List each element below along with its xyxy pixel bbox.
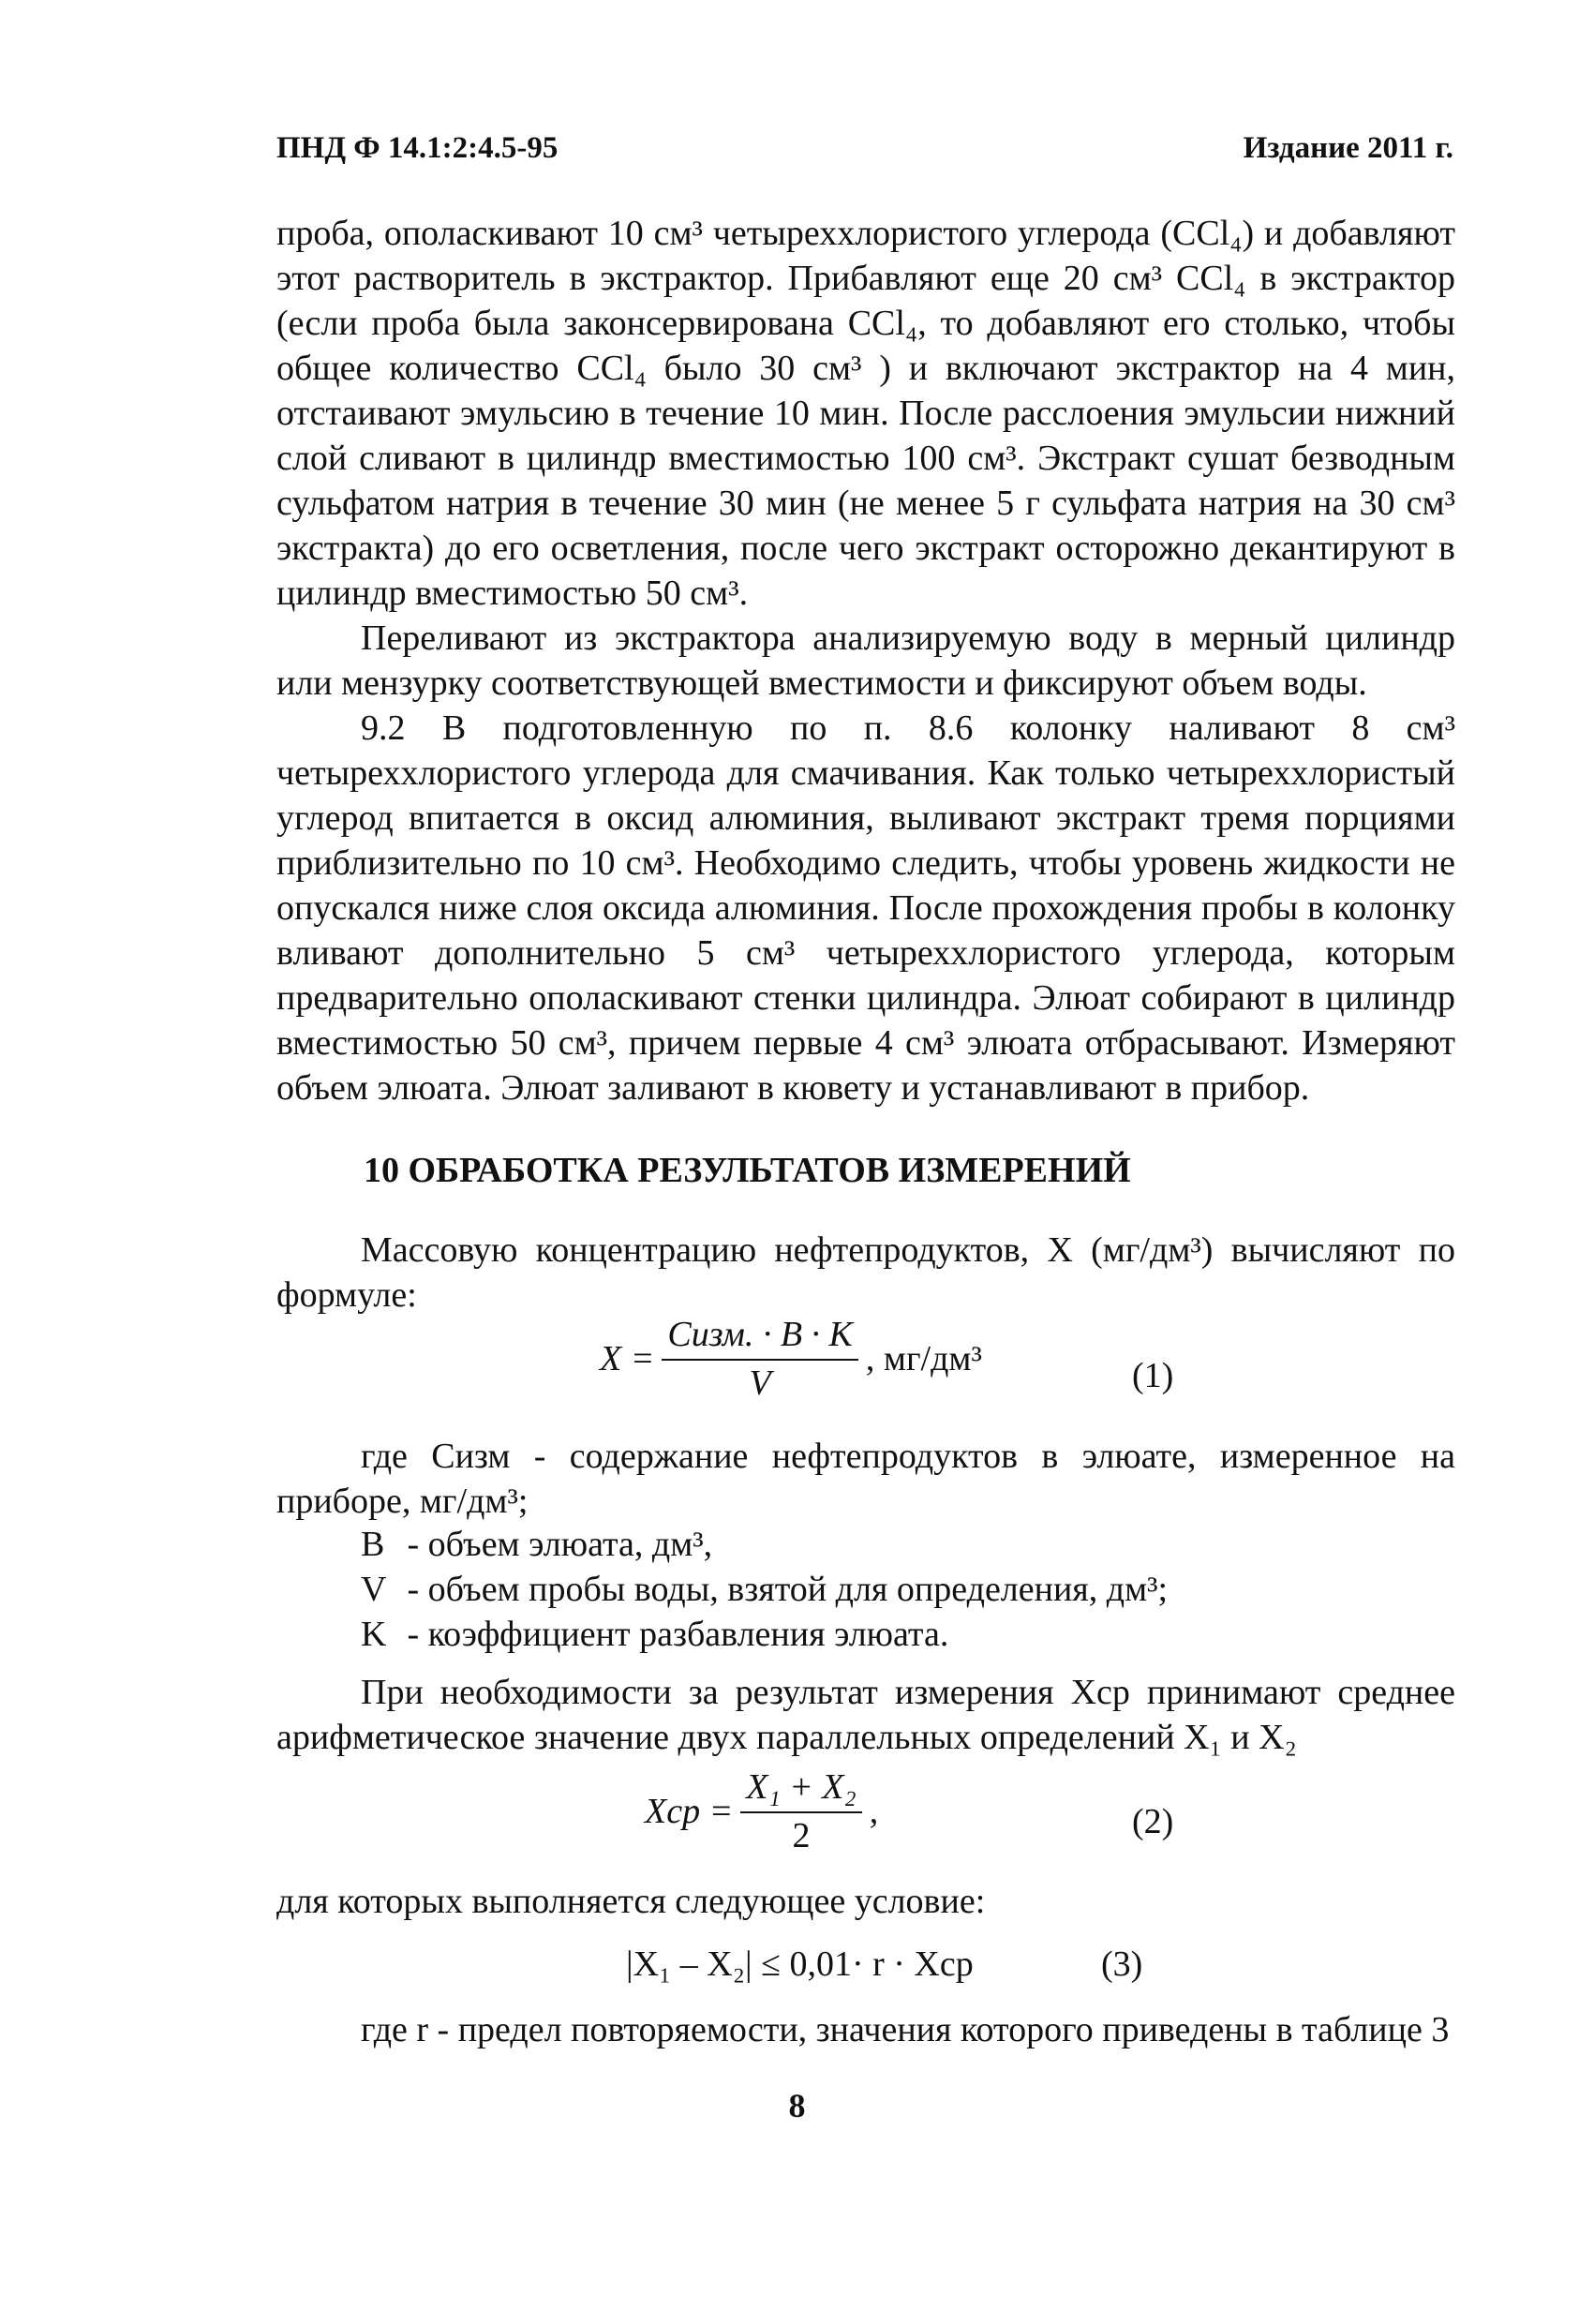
paragraph-where-c: где Cизм - содержание нефтепродуктов в элюате, измеренное на приборе, мг/дм³;: [276, 1437, 1455, 1521]
formula-2-lhs: Xср =: [645, 1792, 734, 1831]
document-code: ПНД Ф 14.1:2:4.5-95: [276, 131, 559, 165]
body-block-2: [276, 1228, 1455, 1318]
formula-1-number: (1): [1132, 1356, 1174, 1395]
formula-2: [645, 1766, 878, 1856]
formula-2-fraction: [740, 1766, 862, 1856]
paragraph-condition: для которых выполняется следующее условие:: [276, 1882, 986, 1921]
body-block-4: [276, 1670, 1455, 1760]
legend-symbol: K: [361, 1615, 387, 1654]
legend-row-k: [361, 1614, 948, 1655]
formula-1-fraction: [662, 1314, 858, 1404]
formula-2-numerator: X₁ + X₂: [740, 1766, 862, 1813]
legend-row-v: [361, 1569, 1168, 1610]
paragraph-where-r: где r - предел повторяемости, значения которого приведены в таблице 3: [361, 2010, 1450, 2049]
formula-2-tail: ,: [869, 1792, 879, 1831]
legend-text: - объем элюата, дм³,: [407, 1525, 713, 1564]
legend-symbol: V: [361, 1570, 387, 1609]
body-block-3: [276, 1434, 1455, 1524]
formula-3-number: (3): [1101, 1944, 1143, 1984]
formula-3-expression: |X₁ – X₂| ≤ 0,01· r · Xср: [626, 1944, 974, 1984]
paragraph-average: При необходимости за результат измерения Xср принимают среднее арифметическое значение двух параллельных определений X₁ и X₂: [276, 1673, 1455, 1757]
paragraph-mass-concentration: Массовую концентрацию нефтепродуктов, X (мг/дм³) вычисляют по формуле:: [276, 1230, 1455, 1315]
legend-text: - коэффициент разбавления элюата.: [407, 1615, 949, 1654]
body-block-5: [276, 1879, 1455, 1924]
body-block-1: [276, 211, 1455, 1110]
legend-symbol: B: [361, 1525, 385, 1564]
formula-1-denominator: V: [749, 1363, 771, 1403]
page-number: 8: [788, 2087, 806, 2124]
edition-label: Издание 2011 г.: [1243, 131, 1453, 165]
formula-1-numerator: Cизм. · B · K: [662, 1314, 858, 1361]
legend-row-b: [361, 1524, 712, 1565]
paragraph-transfer-water: Переливают из экстрактора анализируемую воду в мерный цилиндр или мензурку соответствующей вместимости и фиксируют объем воды.: [276, 618, 1455, 703]
formula-2-number: (2): [1132, 1802, 1174, 1841]
formula-3: [626, 1944, 974, 1985]
paragraph-extraction: проба, ополаскивают 10 см³ четыреххлористого углерода (CCl₄) и добавляют этот растворитель в экстрактор. Прибавляют еще 20 см³ CCl₄ в экстрактор (если проба была законсервирована CCl₄, то добавляют его столько, чтобы общее количество CCl₄ было 30 см³ ) и включают экстрактор на 4 мин, отстаивают эмульсию в течение 10 мин. После расслоения эмульсии нижний слой сливают в цилиндр вместимостью 100 см³. Экстракт сушат безводным сульфатом натрия в течение 30 мин (не менее 5 г сульфата натрия на 30 см³ экстракта) до его осветления, после чего экстракт осторожно декантируют в цилиндр вместимостью 50 см³.: [276, 214, 1455, 613]
legend-text: - объем пробы воды, взятой для определения, дм³;: [407, 1570, 1169, 1609]
paragraph-9-2: 9.2 В подготовленную по п. 8.6 колонку наливают 8 см³ четыреххлористого углерода для смачивания. Как только четыреххлористый углерод впитается в оксид алюминия, выливают экстракт тремя порциями приблизительно по 10 см³. Необходимо следить, чтобы уровень жидкости не опускался ниже слоя оксида алюминия. После прохождения пробы в колонку вливают дополнительно 5 см³ четыреххлористого углерода, которым предварительно ополаскивают стенки цилиндра. Элюат собирают в цилиндр вместимостью 50 см³, причем первые 4 см³ элюата отбрасывают. Измеряют объем элюата. Элюат заливают в кювету и устанавливают в прибор.: [276, 708, 1455, 1108]
formula-1-unit: , мг/дм³: [865, 1339, 982, 1378]
body-block-6: [276, 2007, 1455, 2052]
formula-1: [600, 1314, 982, 1404]
formula-1-lhs: X =: [600, 1339, 655, 1378]
section-heading: 10 ОБРАБОТКА РЕЗУЛЬТАТОВ ИЗМЕРЕНИЙ: [364, 1151, 1131, 1190]
formula-2-denominator: 2: [792, 1816, 811, 1855]
